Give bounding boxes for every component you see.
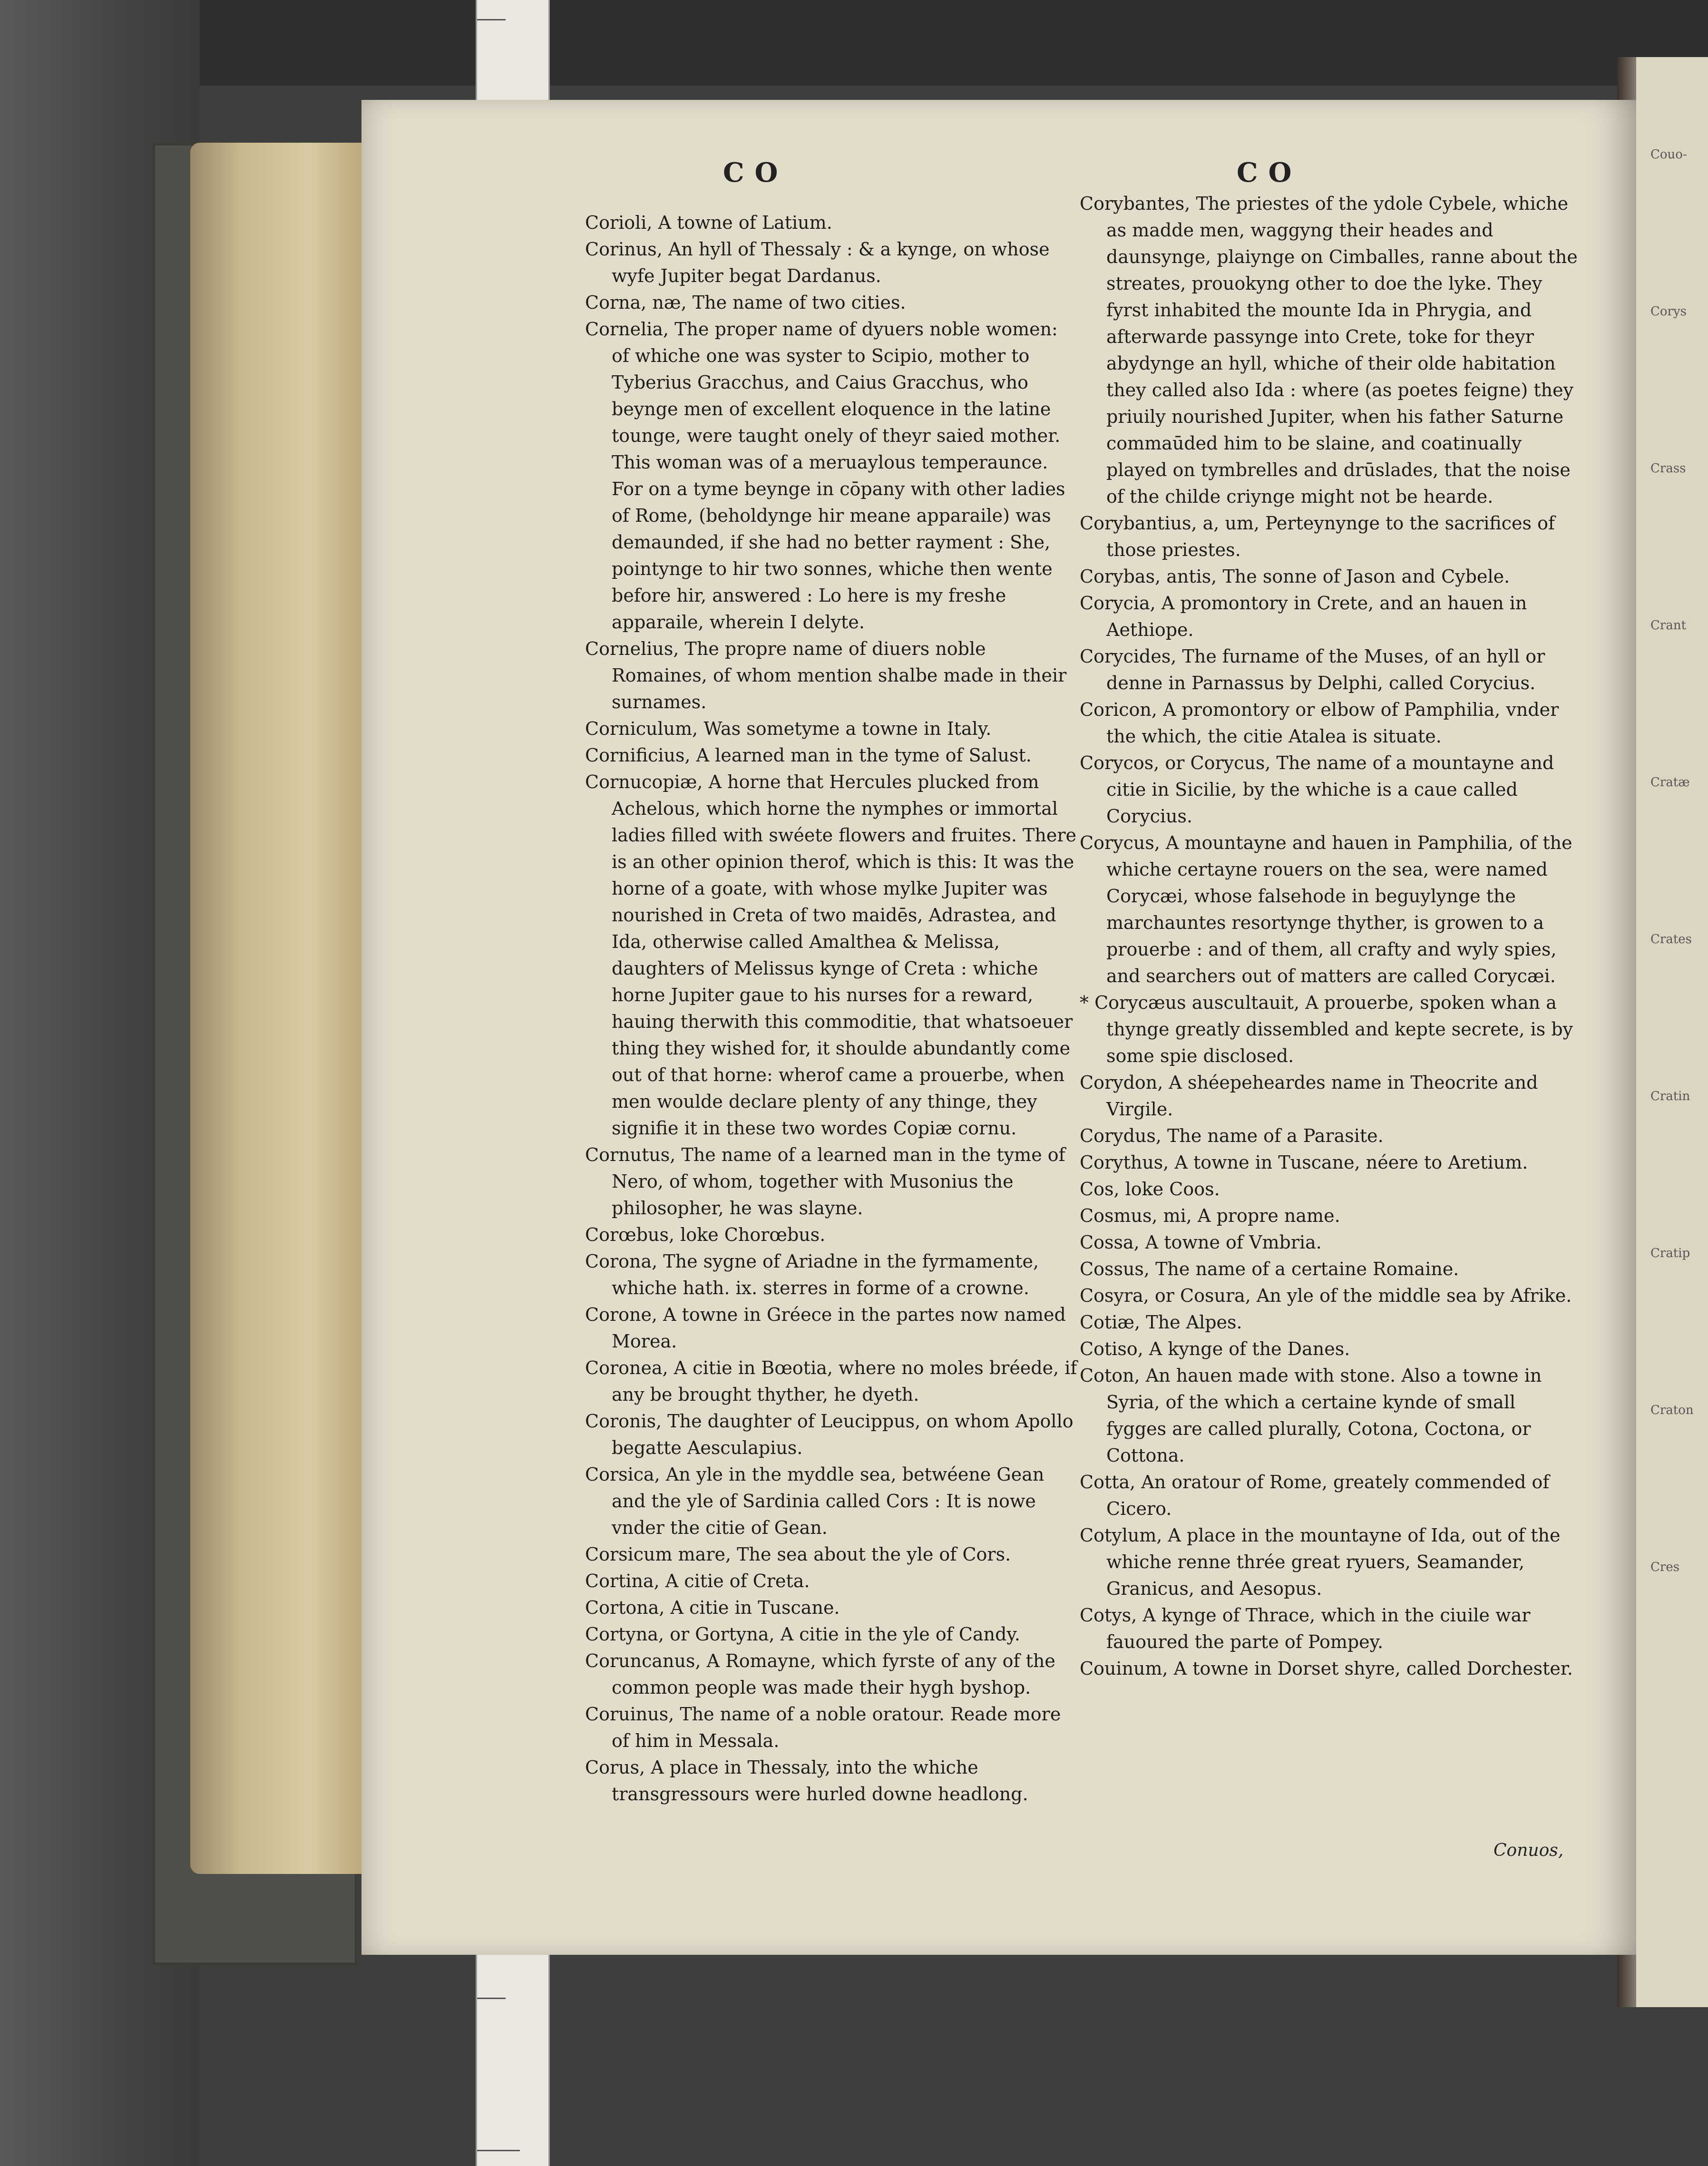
dictionary-entry: Cossa, A towne of Vmbria. xyxy=(1080,1232,1322,1253)
dictionary-entry: Cornificius, A learned man in the tyme of Salust. xyxy=(585,745,1032,766)
dictionary-entry: Corna, næ, The name of two cities. xyxy=(585,292,906,313)
dictionary-entry: Corycides, The furname of the Muses, of an hyll or denne in Parnassus by Delphi, called Corycius. xyxy=(1080,646,1545,693)
dictionary-entry: Corydus, The name of a Parasite. xyxy=(1080,1125,1384,1146)
dictionary-entry: Cortyna, or Gortyna, A citie in the yle of Candy. xyxy=(585,1624,1020,1645)
facing-page-fragment: Couo- xyxy=(1650,147,1687,162)
facing-page-fragment: Crant xyxy=(1650,618,1687,633)
facing-page-fragment: Crates xyxy=(1650,932,1692,946)
dictionary-entry: Corioli, A towne of Latium. xyxy=(585,212,832,233)
facing-page-fragment: Crass xyxy=(1650,461,1686,476)
dictionary-entry: Coruinus, The name of a noble oratour. Reade more of him in Messala. xyxy=(585,1704,1061,1751)
dictionary-entry: Cotys, A kynge of Thrace, which in the ciuile war fauoured the parte of Pompey. xyxy=(1080,1605,1531,1652)
dictionary-entry: Cotylum, A place in the mountayne of Ida, out of the whiche renne thrée great ryuers, Seamander, Granicus, and Aesopus. xyxy=(1080,1525,1561,1599)
facing-page-edge xyxy=(1636,57,1708,2007)
dictionary-entry: Corythus, A towne in Tuscane, néere to Aretium. xyxy=(1080,1152,1528,1173)
dictionary-entry: Cortona, A citie in Tuscane. xyxy=(585,1597,840,1618)
dictionary-entry: Corus, A place in Thessaly, into the whiche transgressours were hurled downe headlong. xyxy=(585,1757,1028,1805)
dictionary-entry: Cotiso, A kynge of the Danes. xyxy=(1080,1338,1350,1359)
dictionary-entry: Couinum, A towne in Dorset shyre, called Dorchester. xyxy=(1080,1658,1573,1679)
dictionary-entry: Coricon, A promontory or elbow of Pamphilia, vnder the which, the citie Atalea is situate. xyxy=(1080,699,1559,747)
dictionary-entry: Corycos, or Corycus, The name of a mountayne and citie in Sicilie, by the whiche is a caue called Corycius. xyxy=(1080,752,1554,827)
dictionary-entry: Corybas, antis, The sonne of Jason and Cybele. xyxy=(1080,566,1510,587)
dictionary-entry: Cossus, The name of a certaine Romaine. xyxy=(1080,1259,1459,1279)
running-head-right: CO xyxy=(1237,157,1302,188)
dictionary-entry: Coronea, A citie in Bœotia, where no moles bréede, if any be brought thyther, he dyeth. xyxy=(585,1357,1077,1405)
dictionary-entry: Cosyra, or Cosura, An yle of the middle sea by Afrike. xyxy=(1080,1285,1572,1306)
dictionary-entry: Cos, loke Coos. xyxy=(1080,1179,1220,1200)
dictionary-entry: Cosmus, mi, A propre name. xyxy=(1080,1205,1340,1226)
dictionary-entry: Coruncanus, A Romayne, which fyrste of any of the common people was made their hygh byshop. xyxy=(585,1650,1055,1698)
dictionary-entry: Cotta, An oratour of Rome, greately commended of Cicero. xyxy=(1080,1472,1550,1519)
dictionary-entry: Corydon, A shéepeheardes name in Theocrite and Virgile. xyxy=(1080,1072,1538,1120)
left-column xyxy=(585,209,1080,1807)
facing-page-fragment: Corys xyxy=(1650,304,1687,319)
dictionary-entry: Corycus, A mountayne and hauen in Pamphilia, of the whiche certayne rouers on the sea, were named Corycæi, whose falsehode in beguylynge the marchauntes resortynge thyther, is growen to a prouerbe : and of them, all crafty and wyly spies, and searchers out of matters are called Corycæi. xyxy=(1080,832,1572,986)
dictionary-entry: Coronis, The daughter of Leucippus, on whom Apollo begatte Aesculapius. xyxy=(585,1411,1074,1458)
dictionary-entry: Corycia, A promontory in Crete, and an hauen in Aethiope. xyxy=(1080,593,1527,640)
backdrop-top xyxy=(200,0,1708,86)
facing-page-fragment: Cratin xyxy=(1650,1089,1690,1103)
dictionary-entry: Cornutus, The name of a learned man in the tyme of Nero, of whom, together with Musonius the philosopher, he was slayne. xyxy=(585,1144,1065,1219)
dictionary-entry: Corsicum mare, The sea about the yle of Cors. xyxy=(585,1544,1011,1565)
dictionary-entry: Corsica, An yle in the myddle sea, betwéene Gean and the yle of Sardinia called Cors : It is nowe vnder the citie of Gean. xyxy=(585,1464,1044,1538)
catchword: Conuos, xyxy=(1493,1841,1564,1860)
dictionary-entry: Corniculum, Was sometyme a towne in Italy. xyxy=(585,718,992,739)
page-fore-edge xyxy=(190,143,361,1874)
dictionary-entry: Cotiæ, The Alpes. xyxy=(1080,1312,1242,1333)
dictionary-entry: Corœbus, loke Chorœbus. xyxy=(585,1224,826,1245)
dictionary-entry: Cortina, A citie of Creta. xyxy=(585,1571,810,1591)
facing-page-fragment: Cres xyxy=(1650,1560,1680,1574)
facing-page-fragment: Craton xyxy=(1650,1403,1694,1417)
dictionary-entry: * Corycæus auscultauit, A prouerbe, spoken whan a thynge greatly dissembled and kepte secrete, is by some spie disclosed. xyxy=(1080,992,1573,1066)
dictionary-entry: Corona, The sygne of Ariadne in the fyrmamente, whiche hath. ix. sterres in forme of a crowne. xyxy=(585,1251,1039,1298)
facing-page-fragment: Cratæ xyxy=(1650,775,1690,790)
dictionary-entry: Corinus, An hyll of Thessaly : & a kynge, on whose wyfe Jupiter begat Dardanus. xyxy=(585,239,1050,286)
facing-page-fragment: Cratip xyxy=(1650,1246,1690,1260)
dictionary-entry: Corybantes, The priestes of the ydole Cybele, whiche as madde men, waggyng their heades and daunsynge, plaiynge on Cimballes, ranne about the streates, prouokyng other to doe the lyke. They fyrst inhabited the mounte Ida in Phrygia, and afterwarde passynge into Crete, toke for theyr abydynge an hyll, whiche of their olde habitation they called also Ida : where (as poetes feigne) they priuily nourished Jupiter, when his father Saturne commaūded him to be slaine, and coatinually played on tymbrelles and drūslades, that the noise of the childe criynge might not be hearde. xyxy=(1080,193,1578,507)
right-column xyxy=(1080,190,1579,1682)
dictionary-entry: Corybantius, a, um, Perteynynge to the sacrifices of those priestes. xyxy=(1080,513,1555,560)
dictionary-entry: Cornelius, The propre name of diuers noble Romaines, of whom mention shalbe made in their surnames. xyxy=(585,638,1067,712)
running-head-left: CO xyxy=(723,157,789,188)
dictionary-entry: Coton, An hauen made with stone. Also a towne in Syria, of the which a certaine kynde of small fygges are called plurally, Cotona, Coctona, or Cottona. xyxy=(1080,1365,1542,1466)
dictionary-entry: Corone, A towne in Gréece in the partes now named Morea. xyxy=(585,1304,1066,1352)
dictionary-entry: Cornucopiæ, A horne that Hercules plucked from Achelous, which horne the nymphes or immortal ladies filled with swéete flowers and fruites. There is an other opinion therof, which is this: It was the horne of a goate, with whose mylke Jupiter was nourished in Creta of two maidēs, Adrastea, and Ida, otherwise called Amalthea & Melissa, daughters of Melissus kynge of Creta : whiche horne Jupiter gaue to his nurses for a reward, hauing therwith this commoditie, that whatsoeuer thing they wished for, it shoulde abundantly come out of that horne: wherof came a prouerbe, when men woulde declare plenty of any thinge, they signifie it in these two wordes Copiæ cornu. xyxy=(585,771,1076,1139)
dictionary-entry: Cornelia, The proper name of dyuers noble women: of whiche one was syster to Scipio, mother to Tyberius Gracchus, and Caius Gracchus, who beynge men of excellent eloquence in the latine tounge, were taught onely of theyr saied mother. This woman was of a meruaylous temperaunce. For on a tyme beynge in cōpany with other ladies of Rome, (beholdynge hir meane apparaile) was demaunded, if she had no better rayment : She, pointynge to hir two sonnes, whiche then wente before hir, answered : Lo here is my freshe apparaile, wherein I delyte. xyxy=(585,319,1065,633)
